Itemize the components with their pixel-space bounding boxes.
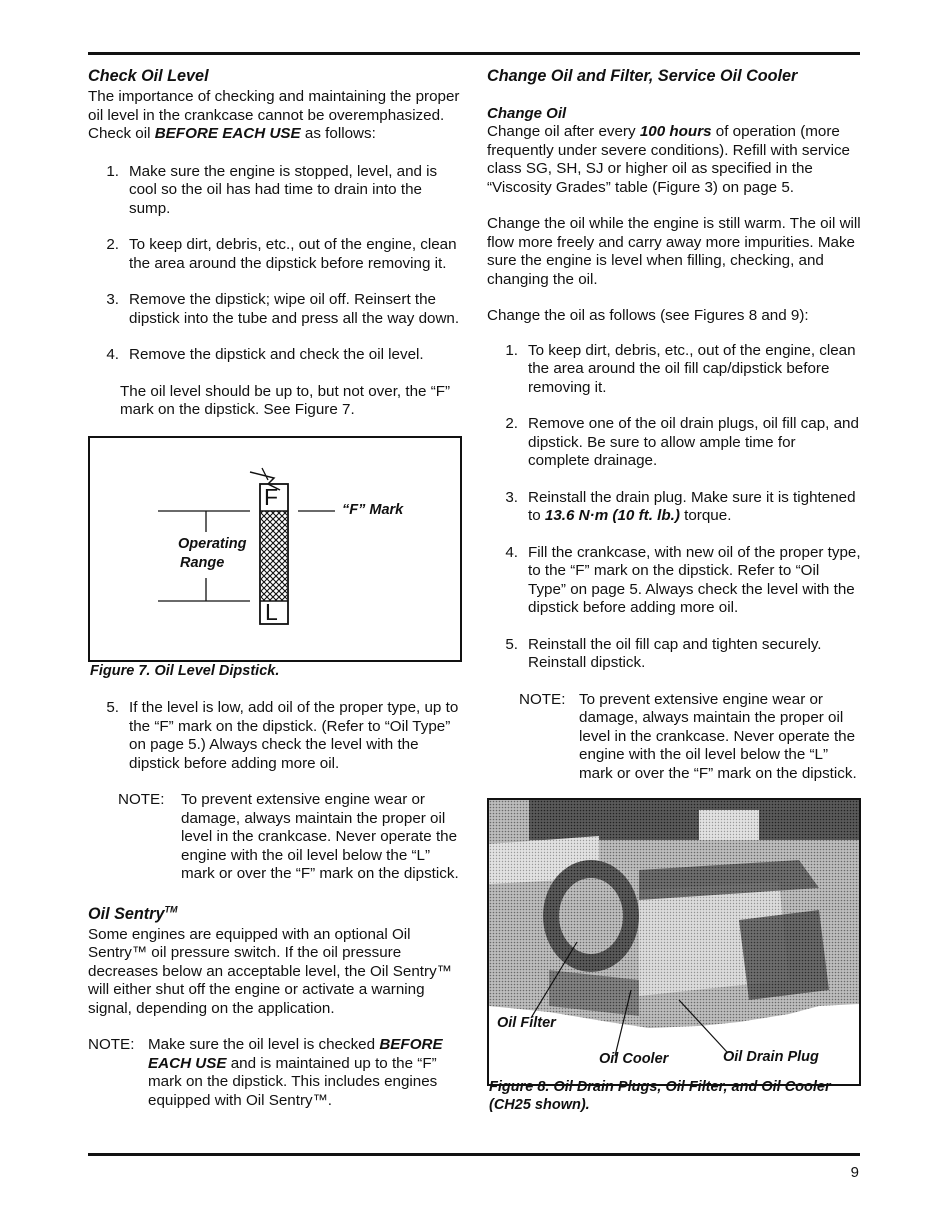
- engine-photo: [489, 800, 859, 1084]
- oil-sentry-text: Some engines are equipped with an optional Oil Sentry™ oil pressure switch. If the oil pressure decreases below an acceptable level, the Oil Sentry™ will either shut off the engine or activate a warning signal, depending on the application.: [88, 925, 452, 1017]
- list-item: 5. Reinstall the oil fill cap and tighten securely. Reinstall dipstick.: [505, 635, 822, 671]
- dipstick-l-letter: L: [265, 599, 278, 625]
- change-oil-heading: Change Oil and Filter, Service Oil Cooler: [487, 67, 798, 85]
- note-oil-level: NOTE: To prevent extensive engine wear or damage, always maintain the proper oil level in the crankcase. Never operate the engine with the oil level below the “L” mark or over the “F” mark on the dipstick.: [118, 791, 459, 882]
- operating-label: Operating: [178, 536, 247, 552]
- f-mark-label: “F” Mark: [342, 502, 404, 518]
- list-item: 3. Remove the dipstick; wipe oil off. Reinsert the dipstick into the tube and press all the way down.: [106, 291, 460, 327]
- check-oil-intro: The importance of checking and maintaining the proper oil level in the crankcase cannot be overemphasized. Check oil BEFORE EACH USE as follows:: [88, 88, 460, 142]
- list-item: 2. To keep dirt, debris, etc., out of the engine, clean the area around the dipstick before removing it.: [106, 236, 457, 272]
- list-item: 1. Make sure the engine is stopped, level, and is cool so the oil has had time to drain into the sump.: [106, 162, 438, 217]
- list-item: 4. Fill the crankcase, with new oil of the proper type, to the “F” mark on the dipstick. Refer to “Oil Type” on page 5. Always check the level with the dipstick before adding more oil.: [505, 543, 861, 616]
- note-oil-level-right: NOTE: To prevent extensive engine wear or damage, always maintain the proper oil level in the crankcase. Never operate the engine with the oil level below the “L” mark or over the “F” mark on the dipstick.: [519, 690, 857, 782]
- change-oil-p2: Change the oil while the engine is still warm. The oil will flow more freely and carry away more impurities. Make sure the engine is level when filling, checking, and changing the oil.: [487, 215, 861, 288]
- note-oil-sentry: NOTE: Make sure the oil level is checked BEFORE EACH USE and is maintained up to the “F” mark on the dipstick. This includes engines equipped with Oil Sentry™.: [88, 1036, 443, 1109]
- note-label: NOTE:: [519, 690, 566, 708]
- dipstick-diagram: [90, 438, 460, 660]
- step4-detail: The oil level should be up to, but not over, the “F” mark on the dipstick. See Figure 7.: [120, 382, 451, 418]
- figure-7-caption: Figure 7. Oil Level Dipstick.: [90, 663, 280, 679]
- note-label: NOTE:: [118, 791, 165, 808]
- page-number: 9: [850, 1164, 859, 1181]
- list-item: 3. Reinstall the drain plug. Make sure it is tightened to 13.6 N·m (10 ft. lb.) torque.: [505, 488, 856, 524]
- oil-drain-plug-label: Oil Drain Plug: [723, 1049, 819, 1065]
- left-column: [88, 66, 463, 1109]
- check-oil-level-heading: Check Oil Level: [88, 67, 209, 85]
- top-rule: [88, 52, 860, 55]
- list-item: 2. Remove one of the oil drain plugs, oil fill cap, and dipstick. Be sure to allow ample time for complete drainage.: [505, 415, 859, 469]
- oil-sentry-heading: Oil Sentry™: [88, 904, 178, 923]
- figure-7-box: [88, 436, 462, 662]
- list-item: 4. Remove the dipstick and check the oil level.: [106, 346, 424, 363]
- list-item: 5. If the level is low, add oil of the proper type, up to the “F” mark on the dipstick. (Refer to “Oil Type” on page 5.) Always check the level with the dipstick before adding more oil.: [106, 699, 459, 772]
- dipstick-f-letter: F: [264, 484, 279, 510]
- oil-cooler-label: Oil Cooler: [599, 1051, 669, 1067]
- bottom-rule: [88, 1153, 860, 1156]
- right-column: [487, 66, 861, 1113]
- oil-filter-label: Oil Filter: [497, 1015, 556, 1031]
- list-item: 1. To keep dirt, debris, etc., out of the engine, clean the area around the oil fill cap/dipstick before removing it.: [505, 341, 856, 396]
- figure-8-box: [487, 798, 861, 1086]
- figure-8-caption: Figure 8. Oil Drain Plugs, Oil Filter, and Oil Cooler (CH25 shown).: [489, 1079, 831, 1113]
- change-oil-p3: Change the oil as follows (see Figures 8 and 9):: [487, 307, 809, 324]
- operating-range-hatch: [261, 511, 287, 601]
- range-label: Range: [180, 555, 225, 571]
- change-oil-p1: Change oil after every 100 hours of operation (more frequently under severe conditions). Refill with service class SG, SH, SJ or higher oil as specified in the “Viscosity Grades” table (Figure 3) on page 5.: [487, 123, 850, 196]
- change-oil-subheading: Change Oil: [487, 105, 567, 122]
- note-label: NOTE:: [88, 1036, 135, 1053]
